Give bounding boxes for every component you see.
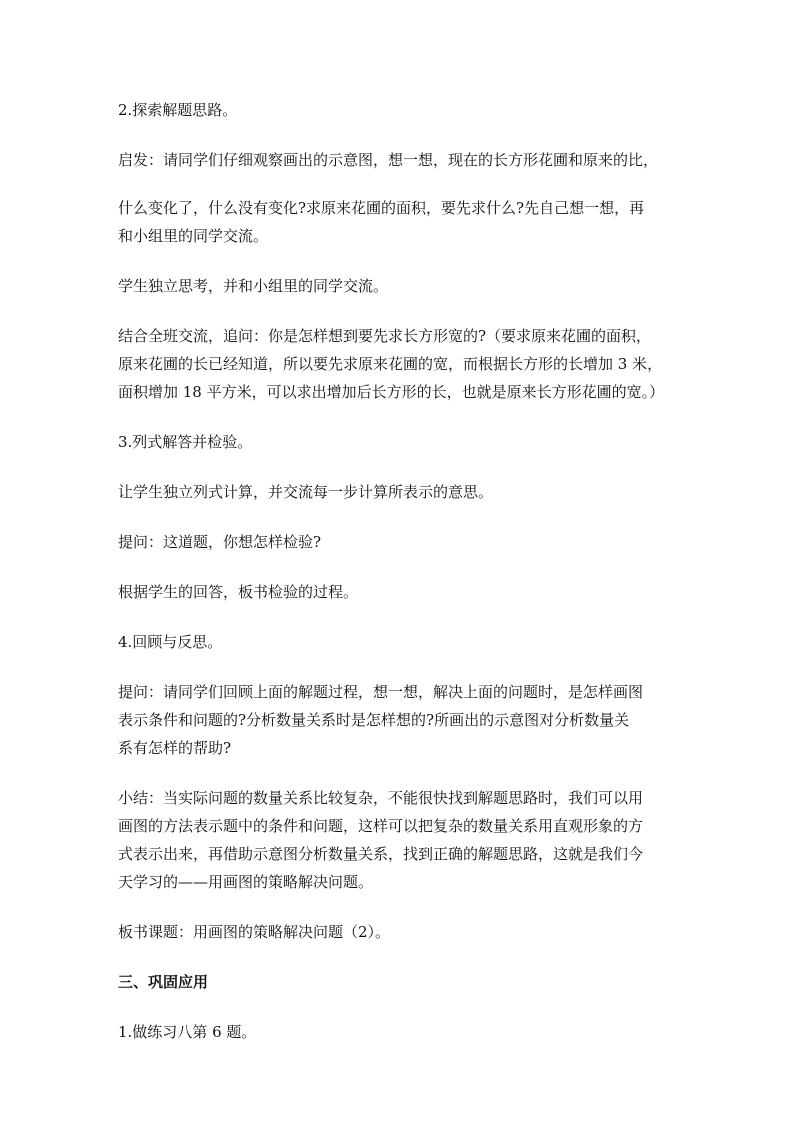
text-line: 让学生独立列式计算，并交流每一步计算所表示的意思。 [118, 483, 494, 501]
class-exchange-paragraph [118, 322, 680, 406]
text-line: 提问：请同学们回顾上面的解题过程，想一想，解决上面的问题时，是怎样画图 [118, 683, 644, 701]
text-line: 4.回顾与反思。 [118, 633, 223, 651]
text-line: 结合全班交流，追问：你是怎样想到要先求长方形宽的?（要求原来花圃的面积， [118, 327, 652, 345]
text-line: 小结：当实际问题的数量关系比较复杂，不能很快找到解题思路时，我们可以用 [118, 789, 644, 807]
text-line: 1.做练习八第 6 题。 [118, 1023, 257, 1041]
student-discussion-paragraph [118, 272, 680, 300]
step-2-heading [118, 96, 680, 124]
board-title-paragraph [118, 918, 680, 946]
prompt-paragraph [118, 146, 680, 174]
text-line: 表示条件和问题的?分析数量关系时是怎样想的?所画出的示意图对分析数量关 [118, 711, 630, 729]
reflection-paragraph [118, 678, 680, 762]
summary-paragraph [118, 784, 680, 896]
text-line: 式表示出来，再借助示意图分析数量关系，找到正确的解题思路，这就是我们今 [118, 845, 644, 863]
text-line: 原来花圃的长已经知道，所以要先求原来花圃的宽，而根据长方形的长增加 3 米， [118, 355, 663, 373]
text-line: 和小组里的同学交流。 [118, 227, 269, 245]
board-check-paragraph [118, 578, 680, 606]
text-line: 三、巩固应用 [118, 973, 209, 991]
text-line: 提问：这道题，你想怎样检验? [118, 533, 322, 551]
text-line: 学生独立思考，并和小组里的同学交流。 [118, 277, 389, 295]
text-line: 画图的方法表示题中的条件和问题，这样可以把复杂的数量关系用直观形象的方 [118, 817, 644, 835]
text-line: 系有怎样的帮助? [118, 739, 232, 757]
text-line: 3.列式解答并检验。 [118, 433, 253, 451]
text-line: 面积增加 18 平方米，可以求出增加后长方形的长，也就是原来长方形花圃的宽。） [118, 383, 665, 401]
text-line: 什么变化了，什么没有变化?求原来花圃的面积，要先求什么?先自己想一想，再 [118, 199, 645, 217]
calculation-paragraph [118, 478, 680, 506]
document-body [118, 96, 680, 1068]
section-3-heading [118, 968, 680, 996]
text-line: 板书课题：用画图的策略解决问题（2）。 [118, 923, 391, 941]
text-line: 天学习的——用画图的策略解决问题。 [118, 873, 374, 891]
text-line: 2.探索解题思路。 [118, 101, 238, 119]
check-question-paragraph [118, 528, 680, 556]
exercise-paragraph [118, 1018, 680, 1046]
text-line: 启发：请同学们仔细观察画出的示意图，想一想，现在的长方形花圃和原来的比， [118, 151, 659, 169]
question-paragraph [118, 194, 680, 250]
step-4-heading [118, 628, 680, 656]
step-3-heading [118, 428, 680, 456]
text-line: 根据学生的回答，板书检验的过程。 [118, 583, 359, 601]
